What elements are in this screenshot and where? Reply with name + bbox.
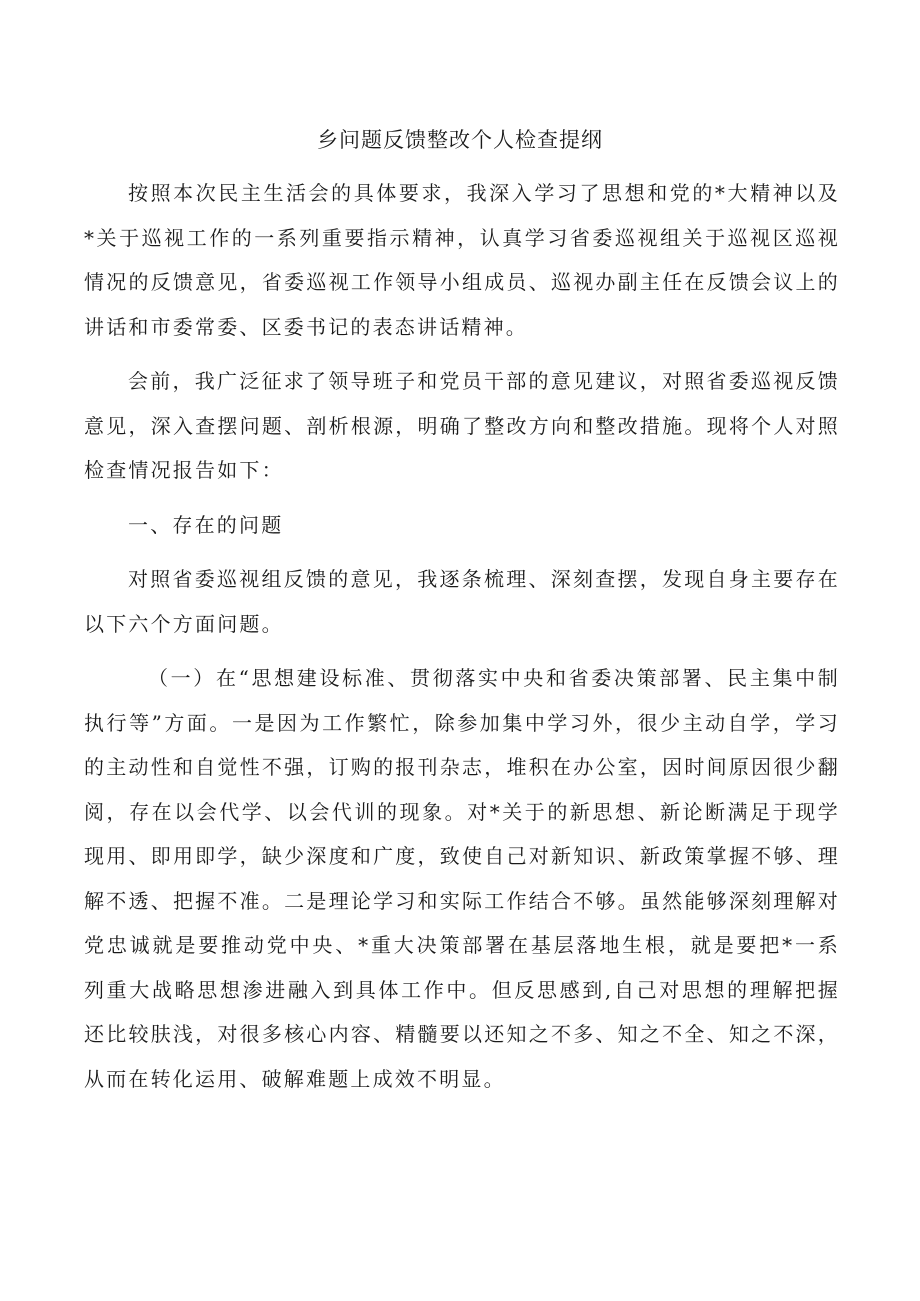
paragraph-problem-one: （一）在“思想建设标准、贯彻落实中央和省委决策部署、民主集中制执行等”方面。一是因为工作繁忙，除参加集中学习外，很少主动自学，学习的主动性和自觉性不强，订购的报刊杂志，堆积在办公室，因时间原因很少翻阅，存在以会代学、以会代训的现象。对*关于的新思想、新论断满足于现学现用、即用即学，缺少深度和广度，致使自己对新知识、新政策掌握不够、理解不透、把握不准。二是理论学习和实际工作结合不够。虽然能够深刻理解对党忠诚就是要推动党中央、*重大决策部署在基层落地生根，就是要把*一系列重大战略思想渗进融入到具体工作中。但反思感到,自己对思想的理解把握还比较肤浅，对很多核心内容、精髓要以还知之不多、知之不全、知之不深，从而在转化运用、破解难题上成效不明显。 <box>84 666 840 1091</box>
paragraph-problems-summary: 对照省委巡视组反馈的意见，我逐条梳理、深刻查摆，发现自身主要存在以下六个方面问题。 <box>84 567 840 636</box>
paragraph-intro: 按照本次民主生活会的具体要求，我深入学习了思想和党的*大精神以及*关于巡视工作的一系列重要指示精神，认真学习省委巡视组关于巡视区巡视情况的反馈意见，省委巡视工作领导小组成员、巡视办副主任在反馈会议上的讲话和市委常委、区委书记的表态讲话精神。 <box>84 181 840 339</box>
document-body <box>84 171 840 1111</box>
document-title: 乡问题反馈整改个人检查提纲 <box>317 128 603 152</box>
section-heading-problems: 一、存在的问题 <box>128 512 284 537</box>
paragraph-preface: 会前，我广泛征求了领导班子和党员干部的意见建议，对照省委巡视反馈意见，深入查摆问题、剖析根源，明确了整改方向和整改措施。现将个人对照检查情况报告如下： <box>84 369 840 482</box>
